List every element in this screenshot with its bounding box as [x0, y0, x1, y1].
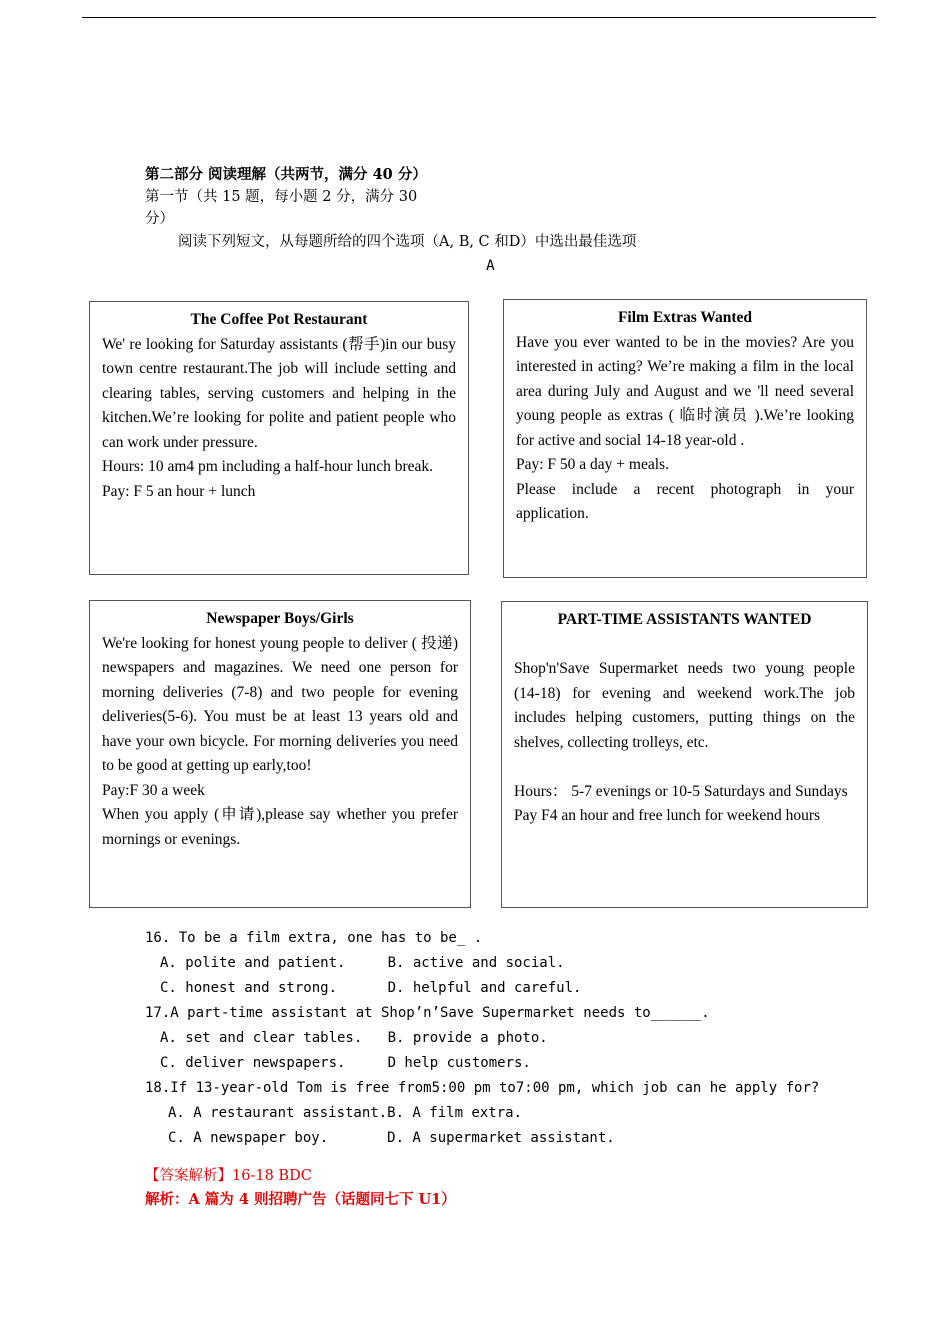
- instruction: 阅读下列短文，从每题所给的四个选项（A, B, C 和D）中选出最佳选项: [178, 234, 637, 250]
- ad-hours: Hours： 5-7 evenings or 10-5 Saturdays and Sundays: [514, 782, 848, 800]
- ad-note: When you apply (申请),please say whether you prefer mornings or evenings.: [102, 806, 458, 848]
- ad-title: The Coffee Pot Restaurant: [190, 311, 368, 328]
- ad-pay: Pay: F 5 an hour + lunch: [102, 482, 256, 500]
- ad-coffee-pot: [89, 301, 469, 575]
- answer-key: 【答案解析】16-18 BDC: [145, 1168, 312, 1184]
- ad-title: Newspaper Boys/Girls: [206, 610, 354, 627]
- ad-note: Please include a recent photograph in your application.: [516, 480, 854, 522]
- ad-part-time: [501, 601, 868, 908]
- question-16-options-1: A. polite and patient. B. active and social.: [160, 955, 565, 971]
- question-17-options-1: A. set and clear tables. B. provide a photo.: [160, 1030, 548, 1046]
- ad-film-extras: [503, 299, 867, 578]
- ad-body: Shop'n'Save Supermarket needs two young people (14-18) for evening and weekend work.The job includes helping customers, putting things on the shelves, collecting trolleys, etc.: [514, 660, 855, 751]
- ad-body: Have you ever wanted to be in the movies? Are you interested in acting? We’re making a film in the local area during July and August and we 'll need several young people as extras ( 临时演员 ).We’re looking for active and social 14-18 year-old .: [516, 333, 854, 449]
- passage-label: A: [486, 258, 495, 274]
- ad-newspaper: [89, 600, 471, 908]
- ad-body: We' re looking for Saturday assistants (帮手)in our busy town centre restaurant.The job will include setting and clearing tables, serving customers and helping in the kitchen.We’re looking for polite and patient people who can work under pressure.: [102, 335, 456, 451]
- subsection-line2: 分）: [145, 211, 174, 227]
- question-18-options-2: C. A newspaper boy. D. A supermarket assistant.: [168, 1130, 615, 1146]
- top-rule: [82, 17, 876, 18]
- question-16-stem: 16. To be a film extra, one has to be_ .: [145, 930, 483, 946]
- section-title: 第二部分 阅读理解（共两节，满分 40 分）: [145, 166, 427, 183]
- ad-hours: Hours: 10 am4 pm including a half-hour lunch break.: [102, 458, 434, 475]
- ad-title: Film Extras Wanted: [617, 309, 753, 326]
- ad-pay: Pay F4 an hour and free lunch for weekend hours: [514, 807, 821, 824]
- question-16-options-2: C. honest and strong. D. helpful and careful.: [160, 980, 582, 996]
- ad-pay: Pay: F 50 a day + meals.: [516, 456, 669, 473]
- question-17-options-2: C. deliver newspapers. D help customers.: [160, 1055, 531, 1071]
- question-18-options-1: A. A restaurant assistant.B. A film extra.: [168, 1105, 523, 1121]
- question-18-stem: 18.If 13-year-old Tom is free from5:00 pm to7:00 pm, which job can he apply for?: [145, 1080, 820, 1096]
- ad-body: We're looking for honest young people to deliver ( 投递) newspapers and magazines. We need one person for morning deliveries (7-8) and two people for evening deliveries(5-6). You must be at least 13 years old and have your own bicycle. For morning deliveries you need to be good at getting up early,too!: [102, 634, 458, 774]
- answer-explanation: 解析：A 篇为 4 则招聘广告（话题同七下 U1）: [145, 1191, 456, 1208]
- ad-pay: Pay:F 30 a week: [102, 781, 205, 799]
- question-17-stem: 17.A part-time assistant at Shop’n’Save Supermarket needs to______.: [145, 1005, 710, 1021]
- subsection-line1: 第一节（共 15 题，每小题 2 分，满分 30: [145, 189, 418, 205]
- ad-title: PART-TIME ASSISTANTS WANTED: [557, 611, 812, 628]
